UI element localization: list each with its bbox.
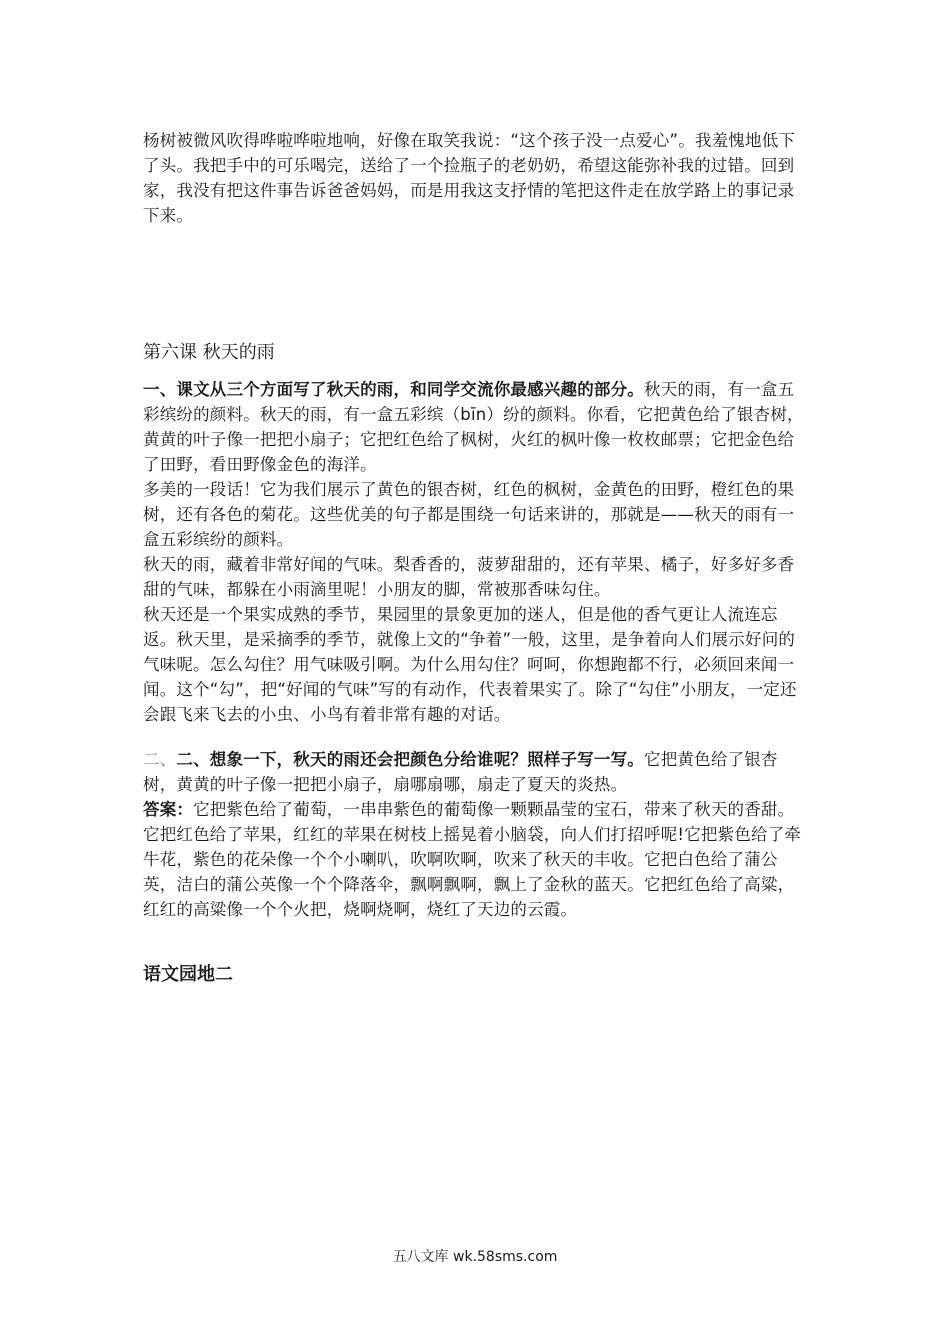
question-one-section	[143, 377, 808, 727]
question-one-paragraph-3: 秋天还是一个果实成熟的季节，果园里的景象更加的迷人，但是他的香气更让人流连忘返。秋天里，是采摘季的季节，就像上文的“争着”一般，这里，是争着向人们展示好问的气味呢。怎么勾住？用气味吸引啊。为什么用勾住？呵呵，你想跑都不行，必须回来闻一闻。这个“勾”，把“好闻的气味”写的有动作，代表着果实了。除了“勾住”小朋友，一定还会跟飞来飞去的小虫、小鸟有着非常有趣的对话。	[143, 605, 797, 724]
answer-paragraph	[143, 797, 808, 922]
question-two-paragraph	[143, 747, 808, 797]
question-one-text: 一、课文从三个方面写了秋天的雨，和同学交流你最感兴趣的部分。	[143, 380, 644, 399]
question-one-lead-paragraph	[143, 377, 808, 477]
question-one-paragraph-1: 多美的一段话！它为我们展示了黄色的银杏树，红色的枫树，金黄色的田野，橙红色的果树，还有各色的菊花。这些优美的句子都是围绕一句话来讲的，那就是——秋天的雨有一盒五彩缤纷的颜料。	[143, 480, 795, 549]
answer-label: 答案：	[143, 800, 194, 819]
lesson-title: 第六课 秋天的雨	[143, 342, 275, 363]
intro-text: 杨树被微风吹得哗啦哗啦地响，好像在取笑我说：“这个孩子没一点爱心”。我羞愧地低下了头。我把手中的可乐喝完，送给了一个捡瓶子的老奶奶，希望这能弥补我的过错。回到家，我没有把这件事告诉爸爸妈妈，而是用我这支抒情的笔把这件走在放学路上的事记录下来。	[143, 131, 796, 225]
footer-watermark: 五八文库 wk.58sms.com	[392, 1249, 558, 1265]
section-title: 语文园地二	[143, 964, 233, 985]
question-two-text: 二、想象一下，秋天的雨还会把颜色分给谁呢？照样子写一写。	[176, 750, 645, 769]
intro-paragraph	[143, 128, 808, 228]
question-one-lead: 秋天的雨，有一盒五彩缤纷的颜料。秋天的雨，有一盒五彩缤（bīn）纷的颜料。你看，它把黄色给了银杏树，黄黄的叶子像一把把小扇子；它把红色给了枫树，火红的枫叶像一枚枚邮票；它把金色给了田野，看田野像金色的海洋。	[143, 380, 804, 474]
question-two-example: 它把黄色给了银杏树，黄黄的叶子像一把把小扇子，扇哪扇哪，扇走了夏天的炎热。	[143, 750, 778, 794]
question-two-section	[143, 747, 808, 922]
question-two-prefix: 二、	[143, 750, 177, 769]
answer-text: 它把紫色给了葡萄，一串串紫色的葡萄像一颗颗晶莹的宝石，带来了秋天的香甜。它把红色给了苹果，红红的苹果在树枝上摇晃着小脑袋，向人们打招呼呢!它把紫色给了牵牛花，紫色的花朵像一个个小喇叭，吹啊吹啊，吹来了秋天的丰收。它把白色给了蒲公英，洁白的蒲公英像一个个降落伞，飘啊飘啊，飘上了金秋的蓝天。它把红色给了高粱，红红的高粱像一个个火把，烧啊烧啊，烧红了天边的云霞。	[143, 800, 802, 919]
question-one-paragraph-2: 秋天的雨，藏着非常好闻的气味。梨香香的，菠萝甜甜的，还有苹果、橘子，好多好多香甜的气味，都躲在小雨滴里呢！小朋友的脚，常被那香味勾住。	[143, 555, 795, 599]
